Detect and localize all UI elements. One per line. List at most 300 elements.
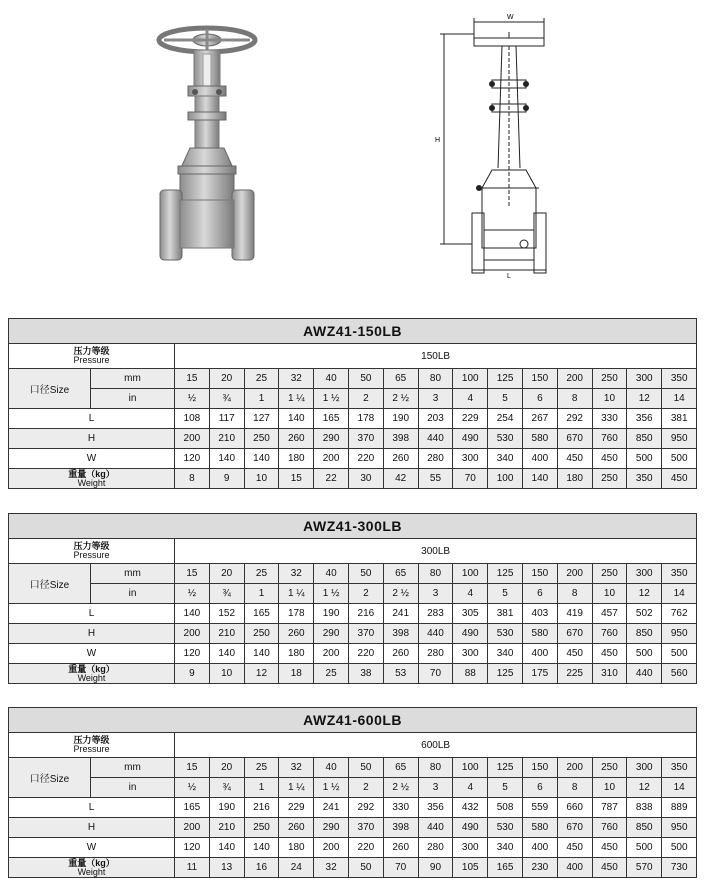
cell-w: 180 [279, 838, 314, 858]
cell-weight: 24 [279, 858, 314, 878]
cell-w: 450 [557, 644, 592, 664]
cell-w: 140 [244, 449, 279, 469]
cell-h: 950 [662, 429, 697, 449]
row-label-w: W [9, 838, 175, 858]
cell-weight: 440 [627, 664, 662, 684]
cell-h: 950 [662, 624, 697, 644]
cell-l: 117 [209, 409, 244, 429]
cell-in: ½ [175, 778, 210, 798]
cell-in: 1 [244, 778, 279, 798]
cell-w: 180 [279, 644, 314, 664]
cell-weight: 8 [175, 469, 210, 489]
cell-in: ¾ [209, 389, 244, 409]
cell-h: 398 [383, 429, 418, 449]
cell-mm: 80 [418, 758, 453, 778]
cell-l: 889 [662, 798, 697, 818]
cell-mm: 300 [627, 369, 662, 389]
cell-l: 165 [314, 409, 349, 429]
cell-in: 3 [418, 389, 453, 409]
spec-table-awz41-300lb [8, 513, 697, 684]
cell-weight: 400 [557, 858, 592, 878]
cell-in: 3 [418, 584, 453, 604]
pressure-label-cn: 压力等级 [73, 735, 110, 745]
cell-l: 267 [522, 409, 557, 429]
cell-h: 530 [488, 624, 523, 644]
cell-mm: 40 [314, 758, 349, 778]
pressure-label-en: Pressure [73, 550, 110, 560]
cell-weight: 88 [453, 664, 488, 684]
cell-w: 280 [418, 449, 453, 469]
cell-w: 120 [175, 644, 210, 664]
cell-w: 200 [314, 644, 349, 664]
size-label: 口径Size [9, 369, 91, 409]
cell-w: 340 [488, 838, 523, 858]
cell-h: 250 [244, 818, 279, 838]
pressure-value: 600LB [175, 733, 697, 758]
cell-h: 200 [175, 818, 210, 838]
cell-l: 660 [557, 798, 592, 818]
cell-mm: 15 [175, 758, 210, 778]
cell-in: 12 [627, 584, 662, 604]
table-title-text: AWZ41-300LB [303, 518, 403, 534]
cell-mm: 65 [383, 369, 418, 389]
cell-mm: 15 [175, 369, 210, 389]
table-title [9, 708, 697, 733]
cell-l: 787 [592, 798, 627, 818]
cell-h: 670 [557, 624, 592, 644]
cell-mm: 200 [557, 758, 592, 778]
cell-in: 10 [592, 584, 627, 604]
cell-mm: 250 [592, 758, 627, 778]
cell-in: 12 [627, 778, 662, 798]
cell-weight: 12 [244, 664, 279, 684]
cell-h: 850 [627, 818, 662, 838]
cell-h: 370 [348, 429, 383, 449]
cell-weight: 9 [209, 469, 244, 489]
cell-in: 6 [522, 778, 557, 798]
cell-weight: 70 [453, 469, 488, 489]
cell-in: 4 [453, 584, 488, 604]
cell-l: 292 [557, 409, 592, 429]
pressure-label [9, 733, 175, 758]
cell-h: 290 [314, 818, 349, 838]
cell-in: 8 [557, 389, 592, 409]
cell-mm: 25 [244, 369, 279, 389]
cell-l: 305 [453, 604, 488, 624]
cell-in: 4 [453, 778, 488, 798]
cell-w: 500 [662, 449, 697, 469]
cell-weight: 30 [348, 469, 383, 489]
cell-w: 450 [592, 644, 627, 664]
cell-w: 140 [209, 838, 244, 858]
cell-l: 457 [592, 604, 627, 624]
cell-h: 210 [209, 624, 244, 644]
cell-weight: 13 [209, 858, 244, 878]
cell-l: 502 [627, 604, 662, 624]
cell-in: 1 ¼ [279, 584, 314, 604]
cell-w: 500 [627, 838, 662, 858]
cell-in: 2 [348, 389, 383, 409]
cell-mm: 20 [209, 758, 244, 778]
cell-in: 14 [662, 778, 697, 798]
unit-mm-label: mm [91, 564, 175, 584]
gate-valve-photo [150, 20, 270, 270]
cell-weight: 9 [175, 664, 210, 684]
cell-w: 450 [557, 838, 592, 858]
weight-label-en: Weight [77, 672, 106, 683]
size-label: 口径Size [9, 564, 91, 604]
weight-label-en: Weight [77, 866, 106, 877]
cell-in: ½ [175, 389, 210, 409]
cell-w: 400 [522, 449, 557, 469]
cell-weight: 140 [522, 469, 557, 489]
cell-weight: 180 [557, 469, 592, 489]
cell-mm: 300 [627, 758, 662, 778]
cell-in: 6 [522, 584, 557, 604]
cell-mm: 350 [662, 758, 697, 778]
cell-h: 760 [592, 429, 627, 449]
cell-in: 14 [662, 584, 697, 604]
cell-w: 300 [453, 644, 488, 664]
cell-l: 762 [662, 604, 697, 624]
unit-mm-label: mm [91, 369, 175, 389]
cell-mm: 65 [383, 758, 418, 778]
cell-mm: 100 [453, 369, 488, 389]
cell-l: 356 [418, 798, 453, 818]
cell-w: 260 [383, 449, 418, 469]
cell-w: 450 [592, 449, 627, 469]
cell-l: 140 [175, 604, 210, 624]
cell-w: 120 [175, 449, 210, 469]
cell-mm: 32 [279, 369, 314, 389]
cell-mm: 125 [488, 758, 523, 778]
cell-in: 1 ¼ [279, 778, 314, 798]
cell-w: 280 [418, 838, 453, 858]
cell-weight: 70 [383, 858, 418, 878]
valve-dimension-drawing [432, 8, 557, 280]
cell-in: 1 [244, 389, 279, 409]
cell-mm: 150 [522, 369, 557, 389]
cell-l: 381 [488, 604, 523, 624]
cell-h: 670 [557, 429, 592, 449]
cell-mm: 32 [279, 564, 314, 584]
unit-in-label: in [91, 389, 175, 409]
cell-h: 490 [453, 429, 488, 449]
cell-h: 210 [209, 429, 244, 449]
cell-h: 580 [522, 429, 557, 449]
cell-l: 216 [244, 798, 279, 818]
cell-weight: 70 [418, 664, 453, 684]
spec-table-awz41-600lb [8, 707, 697, 878]
cell-h: 670 [557, 818, 592, 838]
cell-l: 140 [279, 409, 314, 429]
cell-l: 190 [383, 409, 418, 429]
weight-label [9, 469, 175, 489]
cell-mm: 300 [627, 564, 662, 584]
cell-w: 340 [488, 644, 523, 664]
cell-in: 6 [522, 389, 557, 409]
cell-in: 4 [453, 389, 488, 409]
cell-weight: 350 [627, 469, 662, 489]
pressure-value: 150LB [175, 344, 697, 369]
cell-in: ¾ [209, 584, 244, 604]
cell-mm: 15 [175, 564, 210, 584]
cell-mm: 25 [244, 564, 279, 584]
cell-h: 580 [522, 818, 557, 838]
cell-weight: 105 [453, 858, 488, 878]
cell-l: 508 [488, 798, 523, 818]
cell-in: 8 [557, 778, 592, 798]
cell-weight: 25 [314, 664, 349, 684]
cell-in: 5 [488, 584, 523, 604]
cell-weight: 225 [557, 664, 592, 684]
spec-table-awz41-150lb [8, 318, 697, 489]
cell-w: 180 [279, 449, 314, 469]
cell-weight: 100 [488, 469, 523, 489]
cell-mm: 100 [453, 758, 488, 778]
cell-in: 14 [662, 389, 697, 409]
cell-h: 290 [314, 429, 349, 449]
cell-l: 152 [209, 604, 244, 624]
cell-weight: 10 [244, 469, 279, 489]
drawing-label-h: H [435, 137, 441, 144]
cell-in: 1 ½ [314, 389, 349, 409]
cell-l: 419 [557, 604, 592, 624]
cell-h: 760 [592, 624, 627, 644]
cell-in: 2 [348, 584, 383, 604]
cell-in: 1 ½ [314, 778, 349, 798]
cell-l: 283 [418, 604, 453, 624]
cell-w: 220 [348, 449, 383, 469]
cell-l: 330 [383, 798, 418, 818]
cell-weight: 560 [662, 664, 697, 684]
cell-h: 580 [522, 624, 557, 644]
cell-h: 760 [592, 818, 627, 838]
cell-h: 290 [314, 624, 349, 644]
unit-in-label: in [91, 584, 175, 604]
cell-w: 400 [522, 644, 557, 664]
cell-weight: 450 [592, 858, 627, 878]
cell-mm: 65 [383, 564, 418, 584]
cell-in: 12 [627, 389, 662, 409]
pressure-label-en: Pressure [73, 355, 110, 365]
table-title-text: AWZ41-600LB [303, 712, 403, 728]
weight-label [9, 664, 175, 684]
cell-weight: 18 [279, 664, 314, 684]
cell-l: 241 [314, 798, 349, 818]
cell-mm: 150 [522, 758, 557, 778]
cell-l: 838 [627, 798, 662, 818]
cell-weight: 165 [488, 858, 523, 878]
cell-in: 2 [348, 778, 383, 798]
cell-h: 398 [383, 624, 418, 644]
cell-h: 250 [244, 429, 279, 449]
cell-weight: 250 [592, 469, 627, 489]
cell-h: 200 [175, 624, 210, 644]
cell-l: 559 [522, 798, 557, 818]
cell-w: 500 [627, 449, 662, 469]
cell-h: 200 [175, 429, 210, 449]
row-label-h: H [9, 429, 175, 449]
cell-h: 370 [348, 818, 383, 838]
cell-h: 260 [279, 429, 314, 449]
cell-weight: 11 [175, 858, 210, 878]
cell-weight: 38 [348, 664, 383, 684]
cell-w: 120 [175, 838, 210, 858]
cell-in: 5 [488, 389, 523, 409]
cell-in: 5 [488, 778, 523, 798]
cell-weight: 42 [383, 469, 418, 489]
cell-h: 530 [488, 818, 523, 838]
cell-mm: 250 [592, 369, 627, 389]
cell-l: 178 [348, 409, 383, 429]
weight-label [9, 858, 175, 878]
cell-l: 165 [244, 604, 279, 624]
cell-mm: 150 [522, 564, 557, 584]
cell-l: 241 [383, 604, 418, 624]
weight-label-cn: 重量（kg） [68, 468, 115, 479]
cell-w: 450 [592, 838, 627, 858]
cell-w: 200 [314, 838, 349, 858]
cell-l: 432 [453, 798, 488, 818]
cell-l: 403 [522, 604, 557, 624]
cell-weight: 310 [592, 664, 627, 684]
cell-w: 140 [244, 838, 279, 858]
cell-in: 2 ½ [383, 778, 418, 798]
cell-w: 500 [662, 644, 697, 664]
cell-in: 10 [592, 389, 627, 409]
drawing-label-w: W [507, 14, 514, 21]
row-label-l: L [9, 604, 175, 624]
cell-weight: 15 [279, 469, 314, 489]
cell-in: 1 ½ [314, 584, 349, 604]
cell-l: 292 [348, 798, 383, 818]
row-label-h: H [9, 624, 175, 644]
cell-mm: 200 [557, 369, 592, 389]
cell-l: 108 [175, 409, 210, 429]
cell-weight: 10 [209, 664, 244, 684]
cell-l: 203 [418, 409, 453, 429]
cell-l: 330 [592, 409, 627, 429]
cell-mm: 50 [348, 758, 383, 778]
cell-in: ½ [175, 584, 210, 604]
table-title-text: AWZ41-150LB [303, 323, 403, 339]
cell-w: 140 [209, 644, 244, 664]
cell-in: 3 [418, 778, 453, 798]
cell-weight: 90 [418, 858, 453, 878]
cell-l: 229 [279, 798, 314, 818]
cell-l: 190 [314, 604, 349, 624]
cell-w: 300 [453, 838, 488, 858]
cell-weight: 16 [244, 858, 279, 878]
cell-mm: 20 [209, 564, 244, 584]
cell-w: 280 [418, 644, 453, 664]
row-label-h: H [9, 818, 175, 838]
cell-w: 300 [453, 449, 488, 469]
cell-weight: 730 [662, 858, 697, 878]
cell-w: 400 [522, 838, 557, 858]
cell-mm: 20 [209, 369, 244, 389]
cell-l: 254 [488, 409, 523, 429]
cell-h: 850 [627, 624, 662, 644]
cell-l: 216 [348, 604, 383, 624]
cell-w: 340 [488, 449, 523, 469]
cell-w: 500 [662, 838, 697, 858]
cell-weight: 32 [314, 858, 349, 878]
drawing-label-l: L [507, 273, 511, 280]
cell-h: 210 [209, 818, 244, 838]
pressure-value: 300LB [175, 539, 697, 564]
cell-weight: 22 [314, 469, 349, 489]
cell-mm: 350 [662, 564, 697, 584]
cell-l: 229 [453, 409, 488, 429]
cell-w: 140 [244, 644, 279, 664]
cell-mm: 40 [314, 564, 349, 584]
cell-l: 356 [627, 409, 662, 429]
cell-mm: 80 [418, 369, 453, 389]
cell-mm: 100 [453, 564, 488, 584]
pressure-label [9, 344, 175, 369]
cell-in: 10 [592, 778, 627, 798]
cell-in: ¾ [209, 778, 244, 798]
cell-w: 200 [314, 449, 349, 469]
cell-mm: 200 [557, 564, 592, 584]
table-title [9, 514, 697, 539]
cell-in: 1 ¼ [279, 389, 314, 409]
cell-h: 530 [488, 429, 523, 449]
weight-label-cn: 重量（kg） [68, 857, 115, 868]
cell-weight: 55 [418, 469, 453, 489]
cell-mm: 25 [244, 758, 279, 778]
cell-mm: 40 [314, 369, 349, 389]
cell-weight: 175 [522, 664, 557, 684]
cell-in: 2 ½ [383, 389, 418, 409]
table-title [9, 319, 697, 344]
cell-weight: 230 [522, 858, 557, 878]
cell-l: 381 [662, 409, 697, 429]
cell-w: 260 [383, 838, 418, 858]
pressure-label-cn: 压力等级 [73, 346, 110, 356]
cell-h: 440 [418, 429, 453, 449]
cell-h: 260 [279, 818, 314, 838]
cell-mm: 125 [488, 369, 523, 389]
cell-w: 140 [209, 449, 244, 469]
cell-weight: 450 [662, 469, 697, 489]
cell-h: 490 [453, 624, 488, 644]
cell-l: 190 [209, 798, 244, 818]
cell-h: 950 [662, 818, 697, 838]
cell-weight: 50 [348, 858, 383, 878]
row-label-w: W [9, 644, 175, 664]
cell-w: 220 [348, 644, 383, 664]
cell-mm: 350 [662, 369, 697, 389]
row-label-w: W [9, 449, 175, 469]
cell-h: 440 [418, 624, 453, 644]
cell-in: 2 ½ [383, 584, 418, 604]
cell-w: 220 [348, 838, 383, 858]
row-label-l: L [9, 798, 175, 818]
cell-l: 127 [244, 409, 279, 429]
unit-in-label: in [91, 778, 175, 798]
cell-mm: 125 [488, 564, 523, 584]
cell-w: 450 [557, 449, 592, 469]
cell-weight: 125 [488, 664, 523, 684]
cell-mm: 250 [592, 564, 627, 584]
cell-h: 398 [383, 818, 418, 838]
pressure-label [9, 539, 175, 564]
cell-mm: 32 [279, 758, 314, 778]
weight-label-en: Weight [77, 477, 106, 488]
